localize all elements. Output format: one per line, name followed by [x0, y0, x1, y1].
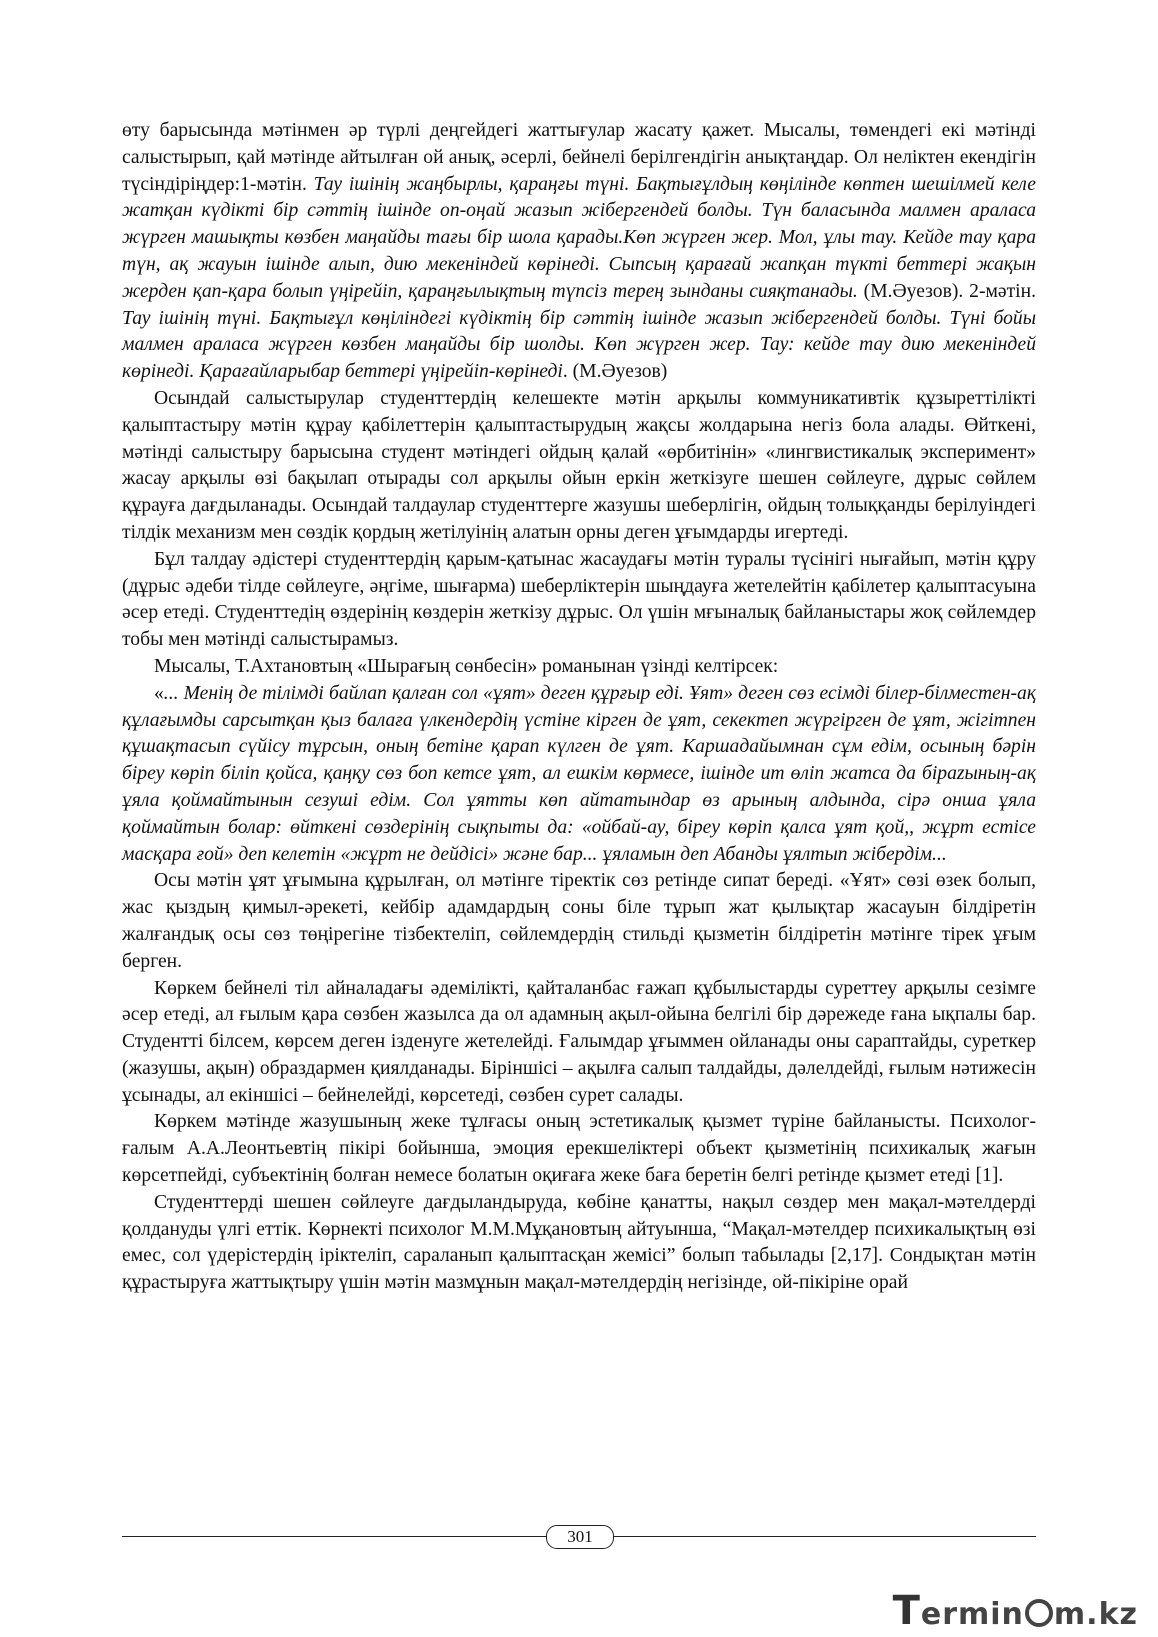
paragraph-text: Мысалы, Т.Ахтановтың «Шырағың сөнбесін» романынан үзінді келтірсек: — [154, 655, 779, 677]
italic-quote-text: ... Менің де тілімді байлап қалған сол «ұят» деген құрғыр еді. Ұят» деген сөз есімді білер-білместен-ақ құлағымды сарсытқан қыз балаға үлкендердің үстіне кірген де ұят, секектеп жүргірген де ұят, жігітпен құшақтасып сүйісу тұрсын, оның бетіне қарап күлген де ұят. Каршадайымнан сұм едім, осының бәрін біреу көріп біліп қойса, қаңқу сөз боп кетсе ұят, ал ешкім көрмесе, ішінде ит өліп жатса да бірazының-ақ ұяла қоймайтынын сезуші едім. Сол ұятты көп айтатындар өз арының алдында, сірә онша ұяла қоймайтын болар: өйткені сөздерінің сықпыты да: «ойбай-ау, біреу көріп қалса ұят қой,, жұрт естісе масқара ғой» деп келетін «жұрт не дейдісі» және бар... ұяламын деп Абанды ұялтып жібердім... — [122, 682, 1036, 865]
paragraph-text: (М.Әуезов). 2-мәтін. — [857, 280, 1036, 302]
italic-quote-text: Тау ішінің түні. Бақтығұл көңіліндегі күдіктің бір сәттің ішінде жазып жібергендей болды. Түні бойы малмен араласа жүрген көзбен маңайды бір шолды. Көп жүрген жер. Тау: кейде тау дию мекеніндей көрінеді. Қарағайларыбар беттері үңірейіп-көрінеді — [122, 307, 1036, 383]
watermark-text-end: m.kz — [1053, 1597, 1138, 1632]
document-body — [122, 118, 1036, 1297]
paragraph — [122, 1190, 1036, 1297]
paragraph-text: Студенттерді шешен сөйлеуге дағдыландыруда, көбіне қанатты, нақыл сөздер мен мақал-мәтелдерді қолдануды үлгі еттік. Көрнекті психолог М.М.Мұқановтың айтуынша, “Мақал-мәтелдер психикалықтың өзі емес, сол үдерістердің іріктеліп, сараланып қалыптасқан жемісі” болып табылады [2,17]. Сондықтан мәтін құрастыруға жаттықтыру үшін мәтін мазмұнын мақал-мәтелдердің негізінде, ой-пікіріне орай — [122, 1191, 1036, 1294]
page-number: 301 — [546, 1525, 614, 1549]
watermark-text-start: ermin — [920, 1597, 1024, 1632]
paragraph-text: Бұл талдау әдістері студенттердің қарым-қатынас жасаудағы мәтін туралы түсінігі нығайып, мәтін құру (дұрыс әдеби тілде сөйлеуге, әңгіме, шығарма) шеберліктерін шыңдауға жетелейтін қабілетер қалыптасуына әсер етеді. Студенттедің өздерінің көздерін жеткізу дұрыс. Ол үшін мғыналық байланыстары жоқ сөйлемдер тобы мен мәтінді салыстырамыз. — [122, 548, 1036, 651]
paragraph-text: Көркем мәтінде жазушының жеке тұлғасы оның эстетикалық қызмет түріне байланысты. Психолог-ғалым А.А.Леонтьевтің пікірі бойынша, эмоция ерекшеліктері объект қызметінің психикалық жағын көрсетпейді, субъектінің болған немесе болатын оқиғаға жеке баға беретін белгі ретінде қызмет етеді [1]. — [122, 1111, 1036, 1187]
paragraph-text: Осындай салыстырулар студенттердің келешекте мәтін арқылы коммуникативтік құзыреттілікті қалыптастыру мәтін құрау қабілеттерін қалыптастырудың жақсы жолдарына негіз бола алады. Өйткені, мәтінді салыстыру барысына студент мәтіндегі ойдың қалай «өрбитінін» «лингвистикалық эксперимент» жасау арқылы өзі бақылап отырады сол арқылы ойын еркін жеткізуге шешен сөйлеуге, дұрыс сөйлем құрауға дағдыланады. Осындай талдаулар студенттерге жазушы шеберлігін, ойдың толыққанды берілуіндегі тілдік механизм мен сөздік қордың жетілуінің алатын орны деген ұғымдарды игертеді. — [122, 387, 1036, 543]
paragraph-text: « — [154, 682, 164, 704]
italic-quote-text: Тау ішінің жаңбырлы, қараңғы түні. Бақтығұлдың көңілінде көптен шешілмей келе жатқан күдікті бір сәттің ішінде оп-оңай жазып жібергендей болды. Түн баласында малмен араласа жүрген машықты көзбен маңайды тағы бір шола қарады.Көп жүрген жер. Мол, ұлы тау. Кейде тау қара түн, ақ жауын ішінде алып, дию мекеніндей көрінеді. Сыпсың қарағай жапқан түкті беттері жақын жерден қап-қара болып үңірейіп, қараңғылықтың түпсіз терең зынданы сияқтанады. — [122, 173, 1036, 302]
site-watermark-logo — [892, 1588, 1138, 1634]
paragraph — [122, 868, 1036, 975]
paragraph-text: өту барысында мәтінмен әр түрлі деңгейдегі жаттығулар жасату қажет. Мысалы, төмендегі екі мәтінді салыстырып, қай мәтінде айтылған ой анық, әсерлі, бейнелі берілгендігін анықтаңдар. Ол неліктен екендігін түсіндіріңдер:1-мәтін. — [122, 120, 1036, 195]
paragraph — [122, 976, 1036, 1110]
paragraph — [122, 654, 1036, 681]
paragraph — [122, 386, 1036, 547]
watermark-t-letter: T — [892, 1588, 921, 1634]
paragraph — [122, 1109, 1036, 1189]
paragraph — [122, 681, 1036, 869]
paragraph-text: . (М.Әуезов) — [562, 361, 668, 383]
circle-o-icon — [1025, 1599, 1053, 1627]
paragraph-text: Осы мәтін ұят ұғымына құрылған, ол мәтінге тіректік сөз ретінде сипат береді. «Ұят» сөзі өзек болып, жас қыздың қимыл-әрекеті, кейбір адамдардың соны біле тұрып жат қылықтар жасауын білдіретін жалғандық осы сөз төңірегіне тізбектеліп, сөйлемдердің стильді қызметін білдіретін мәтінге тірек ұғым берген. — [122, 870, 1036, 972]
paragraph — [122, 547, 1036, 654]
paragraph — [122, 118, 1036, 386]
paragraph-text: Көркем бейнелі тіл айналадағы әдемілікті, қайталанбас ғажап құбылыстарды суреттеу арқылы сезімге әсер етеді, ал ғылым қара сөзбен жазылса да ол адамның ақыл-ойына белгілі бір дәрежеде ғана ықпалы бар. Студентті білсем, көрсем деген ізденуге жетелейді. Ғалымдар ұғыммен ойланады оны сараптайды, суреткер (жазушы, ақын) образдармен қиялданады. Біріншісі – ақылға салып талдайды, дәлелдейді, ғылым нәтижесін ұсынады, ал екіншісі – бейнелейді, көрсетеді, сөзбен сурет салады. — [122, 977, 1036, 1106]
